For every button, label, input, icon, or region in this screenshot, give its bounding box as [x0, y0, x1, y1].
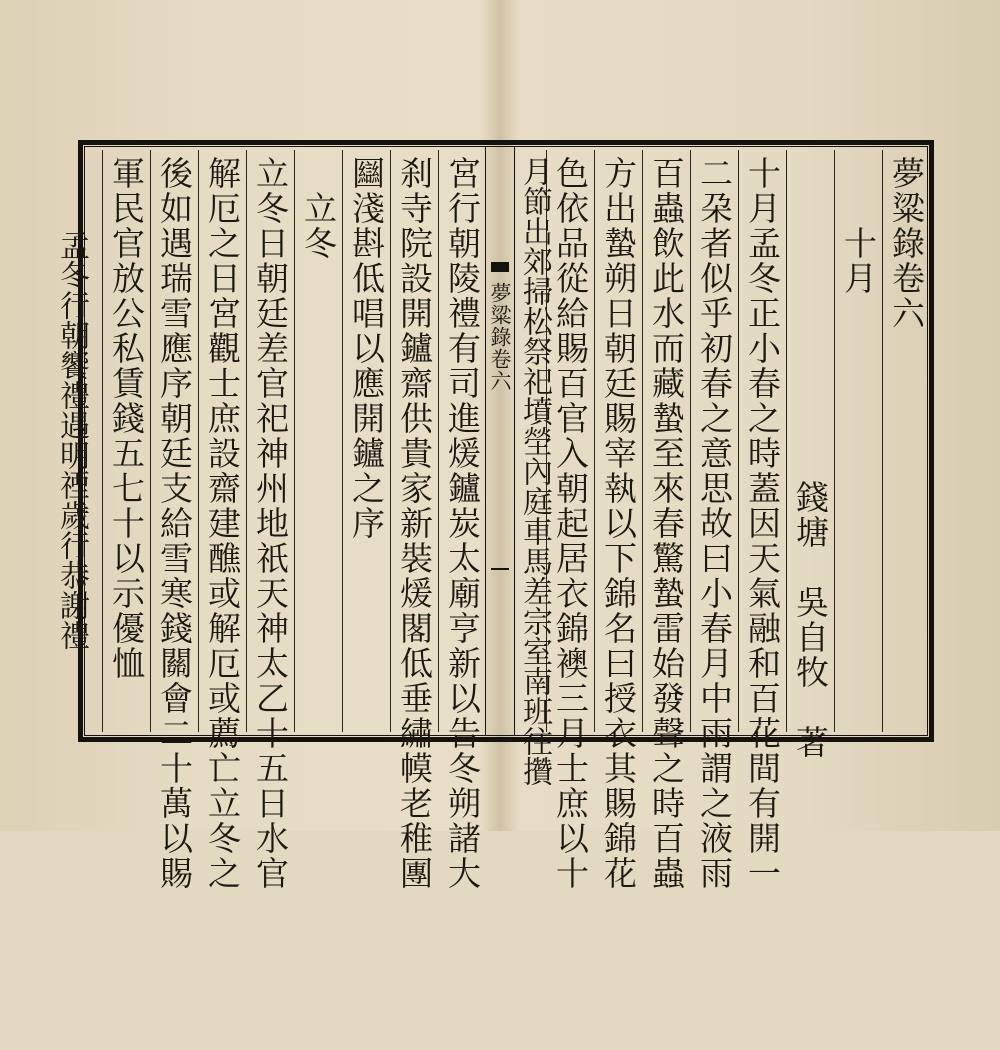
section-heading-lidong: 立冬	[299, 156, 338, 261]
text-column: 解厄之日宮觀士庶設齋建醮或解厄或薦亡立冬之	[203, 156, 242, 891]
text-column: 十月孟冬正小春之時蓋因天氣融和百花間有開一	[743, 156, 782, 891]
center-gutter	[485, 146, 515, 736]
column-rule	[102, 150, 103, 732]
column-rule	[390, 150, 391, 732]
text-column: 刹寺院設開鑪齋供貴家新裝煖閣低垂繡幙老稚團	[395, 156, 434, 891]
column-rule	[786, 150, 787, 732]
text-column-outside: 孟冬行朝饗禮遇明禋歲行恭謝禮	[54, 200, 89, 650]
column-rule	[438, 150, 439, 732]
column-rule	[342, 150, 343, 732]
column-rule	[690, 150, 691, 732]
column-rule	[882, 150, 883, 732]
gutter-title: 夢粱錄卷六	[488, 282, 512, 392]
column-rule	[738, 150, 739, 732]
text-column: 百蟲飲此水而藏蟄至來春驚蟄雷始發聲之時百蟲	[647, 156, 686, 891]
section-heading-october: 十月	[839, 156, 878, 296]
fish-tail-mark	[491, 262, 509, 272]
column-rule	[246, 150, 247, 732]
author-line: 錢塘 吳自牧 著	[791, 480, 830, 760]
text-column: 宮行朝陵禮有司進煖鑪炭太廟亨新以告冬朔諸大	[443, 156, 482, 891]
text-column: 立冬日朝廷差官祀神州地祇天神太乙十五日水官	[251, 156, 290, 891]
column-rule	[642, 150, 643, 732]
column-rule	[198, 150, 199, 732]
text-column: 圝淺斟低唱以應開鑪之序	[347, 156, 386, 541]
text-column: 月節出郊掃松祭祀墳塋內庭車馬差宗室南班往攢	[517, 156, 552, 786]
gutter-page-number	[491, 568, 509, 570]
text-column: 軍民官放公私賃錢五七十以示優恤	[107, 156, 146, 681]
text-column: 色依品從給賜百官入朝起居衣錦襖三月士庶以十	[551, 156, 590, 891]
book-title-column: 夢粱錄卷六	[887, 156, 926, 331]
column-rule	[834, 150, 835, 732]
text-column: 後如遇瑞雪應序朝廷支給雪寒錢關會二十萬以賜	[155, 156, 194, 891]
column-rule	[594, 150, 595, 732]
text-column: 二朶者似乎初春之意思故曰小春月中雨謂之液雨	[695, 156, 734, 891]
column-rule	[294, 150, 295, 732]
column-rule	[150, 150, 151, 732]
text-column: 方出蟄朔日朝廷賜宰執以下錦名曰授衣其賜錦花	[599, 156, 638, 891]
